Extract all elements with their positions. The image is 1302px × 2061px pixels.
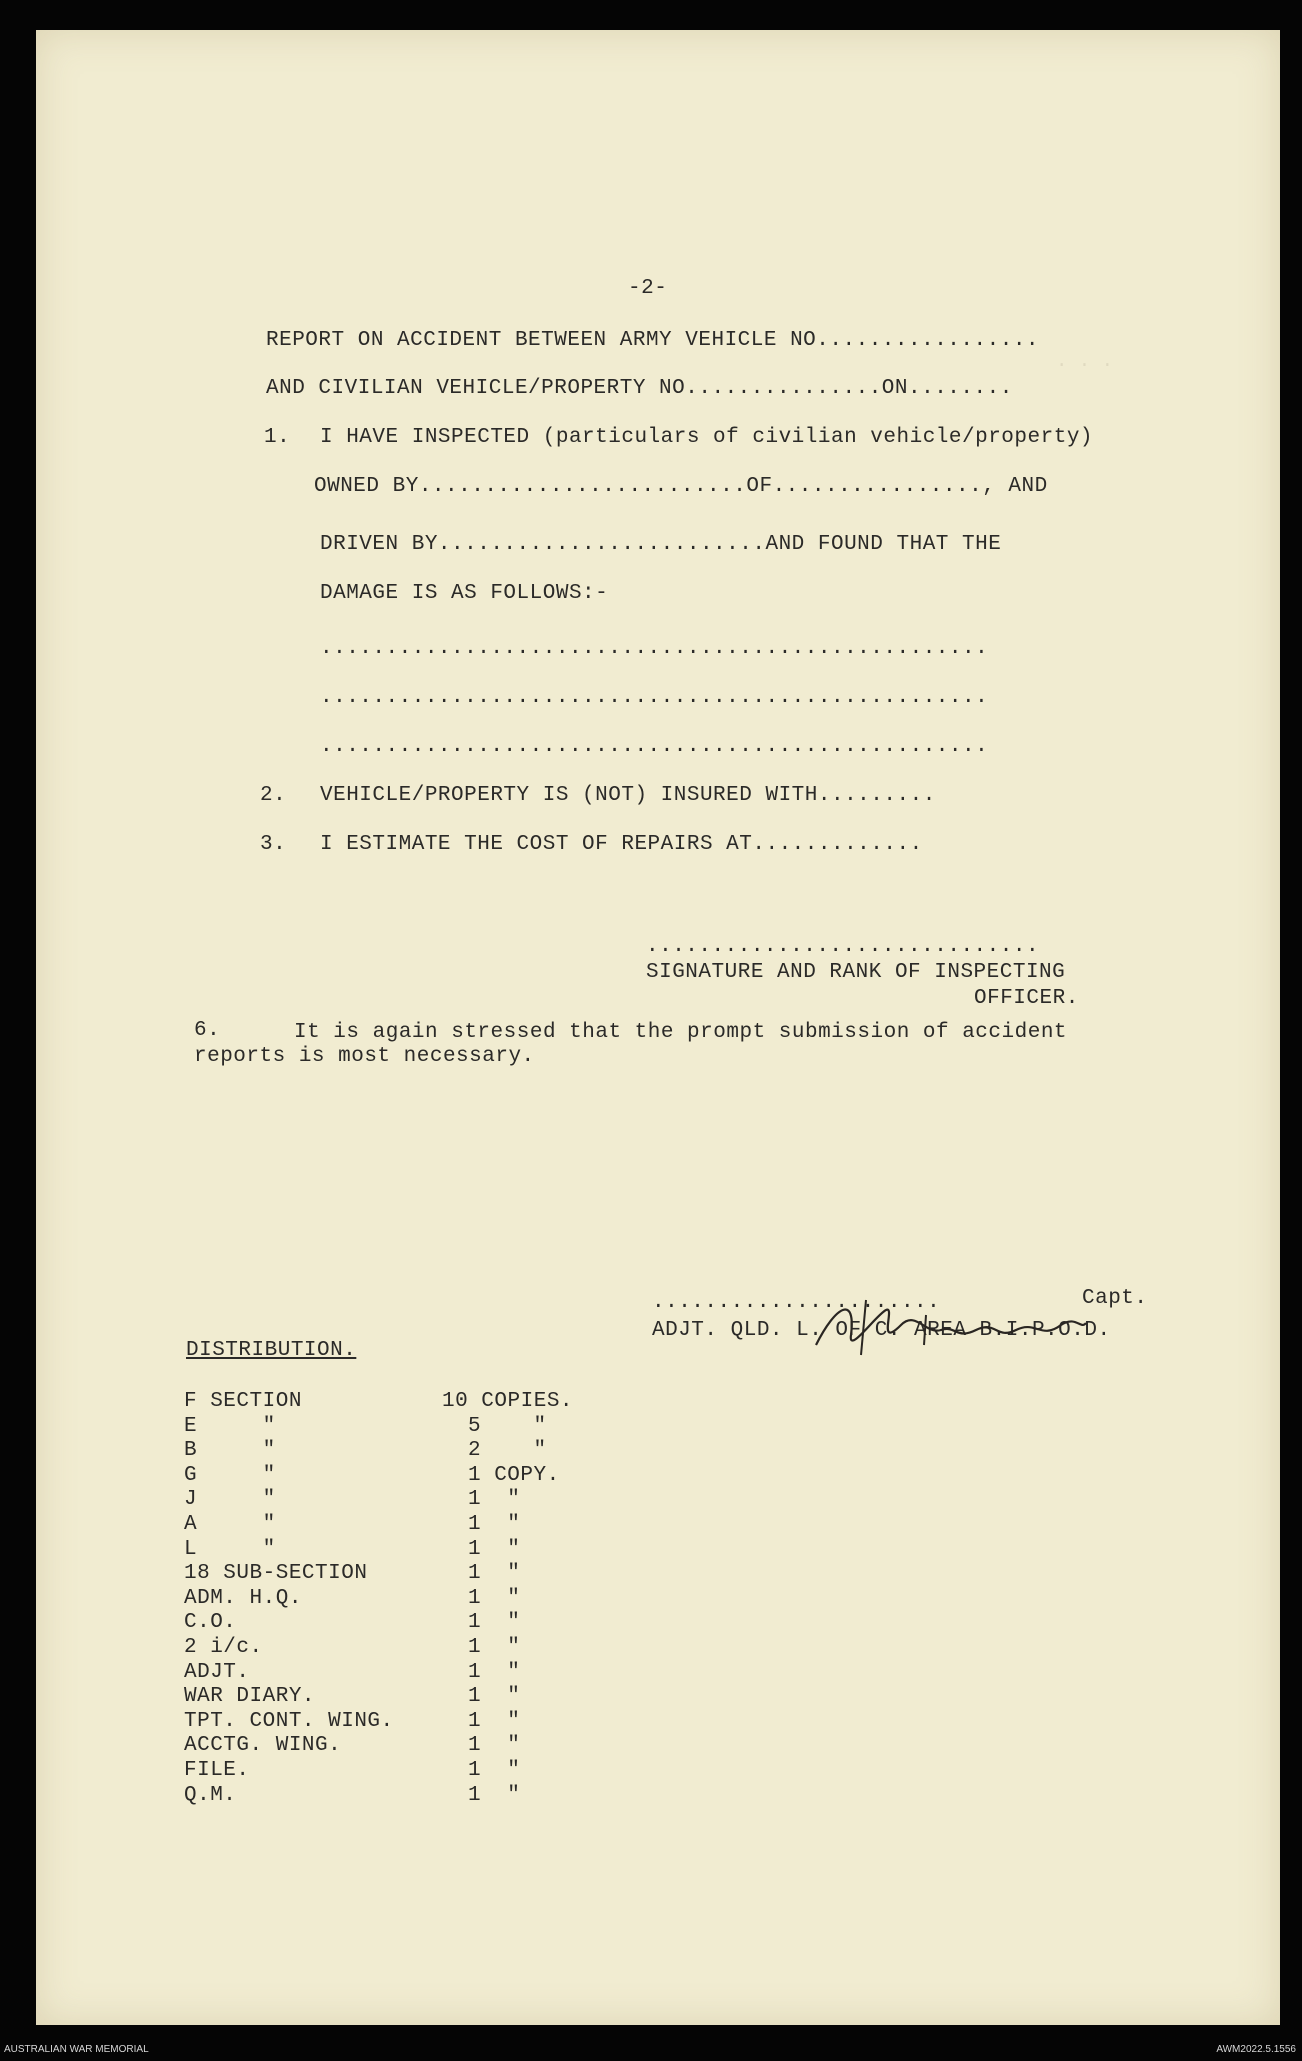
distribution-count: 5 "	[468, 1415, 547, 1438]
distribution-unit: 18 SUB-SECTION	[184, 1562, 368, 1585]
distribution-count: 1 "	[468, 1538, 521, 1561]
handwritten-signature	[806, 1285, 1096, 1375]
para-6-number: 6.	[194, 1019, 221, 1042]
distribution-unit: G "	[184, 1464, 276, 1487]
damage-dots-3: ...................................................	[320, 735, 989, 758]
distribution-unit: F SECTION	[184, 1390, 302, 1413]
distribution-unit: ACCTG. WING.	[184, 1734, 342, 1757]
damage-dots-1: ...................................................	[320, 637, 989, 660]
distribution-unit: E "	[184, 1415, 276, 1438]
distribution-unit: FILE.	[184, 1759, 250, 1782]
damage-dots-2: ...................................................	[320, 686, 989, 709]
distribution-count: 1 "	[468, 1685, 521, 1708]
item-2-number: 2.	[260, 784, 287, 807]
distribution-heading: DISTRIBUTION.	[186, 1339, 357, 1362]
item-1-number: 1.	[264, 426, 291, 449]
page-number: -2-	[628, 277, 668, 300]
heading-line-1: REPORT ON ACCIDENT BETWEEN ARMY VEHICLE NO.................	[266, 329, 1040, 352]
damage-line: DAMAGE IS AS FOLLOWS:-	[320, 582, 609, 605]
distribution-unit: L "	[184, 1538, 276, 1561]
distribution-count: 10 COPIES.	[442, 1390, 574, 1413]
item-1-line: I HAVE INSPECTED (particulars of civilian vehicle/property)	[320, 426, 1094, 449]
distribution-count: 1 "	[468, 1784, 521, 1807]
distribution-count: 1 "	[468, 1488, 521, 1511]
distribution-count: 1 "	[468, 1587, 521, 1610]
item-3-number: 3.	[260, 833, 287, 856]
document-page	[36, 30, 1280, 2025]
distribution-unit: Q.M.	[184, 1784, 237, 1807]
distribution-count: 1 "	[468, 1636, 521, 1659]
distribution-unit: 2 i/c.	[184, 1636, 263, 1659]
distribution-unit: J "	[184, 1488, 276, 1511]
footer-accession: AWM2022.5.1556	[1216, 2044, 1296, 2055]
distribution-unit: ADJT.	[184, 1661, 250, 1684]
distribution-unit: C.O.	[184, 1611, 237, 1634]
heading-line-2: AND CIVILIAN VEHICLE/PROPERTY NO...............ON........	[266, 377, 1013, 400]
distribution-count: 1 COPY.	[468, 1464, 560, 1487]
para-6-line-2: reports is most necessary.	[194, 1045, 535, 1068]
owned-by-line: OWNED BY.........................OF................, AND	[314, 475, 1048, 498]
distribution-count: 1 "	[468, 1710, 521, 1733]
distribution-count: 2 "	[468, 1439, 547, 1462]
inspecting-officer-label: OFFICER.	[974, 987, 1079, 1010]
distribution-unit: ADM. H.Q.	[184, 1587, 302, 1610]
inspecting-signature-label: SIGNATURE AND RANK OF INSPECTING	[646, 961, 1066, 984]
driven-by-line: DRIVEN BY.........................AND FOUND THAT THE	[320, 533, 1002, 556]
footer-credit: AUSTRALIAN WAR MEMORIAL	[4, 2044, 149, 2055]
inspecting-signature-dots: ..............................	[646, 935, 1040, 958]
distribution-count: 1 "	[468, 1611, 521, 1634]
distribution-unit: TPT. CONT. WING.	[184, 1710, 394, 1733]
item-2-line: VEHICLE/PROPERTY IS (NOT) INSURED WITH.........	[320, 784, 936, 807]
distribution-count: 1 "	[468, 1759, 521, 1782]
adjutant-rank: Capt.	[1082, 1287, 1148, 1310]
distribution-count: 1 "	[468, 1734, 521, 1757]
distribution-unit: A "	[184, 1513, 276, 1536]
distribution-count: 1 "	[468, 1562, 521, 1585]
para-6-line-1: It is again stressed that the prompt submission of accident	[294, 1021, 1068, 1044]
distribution-count: 1 "	[468, 1661, 521, 1684]
show-through-marks: . . .	[1056, 350, 1114, 372]
adjutant-signature-dots: ......................	[652, 1291, 941, 1314]
distribution-unit: WAR DIARY.	[184, 1685, 316, 1708]
distribution-unit: B "	[184, 1439, 276, 1462]
distribution-count: 1 "	[468, 1513, 521, 1536]
item-3-line: I ESTIMATE THE COST OF REPAIRS AT.............	[320, 833, 923, 856]
adjutant-title: ADJT. QLD. L. OF C. AREA B.I.P.O.D.	[652, 1319, 1111, 1342]
